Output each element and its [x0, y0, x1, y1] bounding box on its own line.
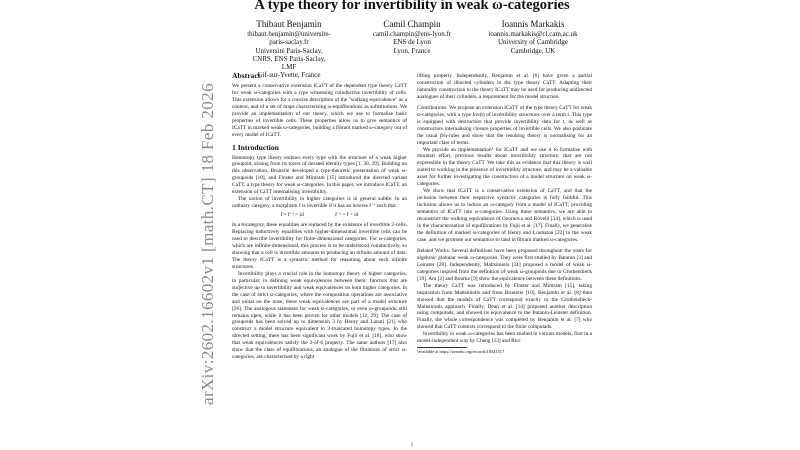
left-column	[232, 73, 407, 361]
footnote: ¹available at https://zenodo.org/records/18341517	[417, 349, 505, 355]
contributions-paragraph: Contributions. We propose an extension ICaTT of the type theory CaTT for weak ω-categories, with a type Inv(t) of invertibility structures over a term t. This type is equipped with destructors that provide invertibility data for t, as well as constructors internalising closure properties of invertible cells. We also postulate the usual β/η-rules and show that the resulting theory is normalising for an important class of terms.	[417, 104, 592, 146]
abstract-text: We present a conservative extension ICaTT of the dependent type theory CaTT for weak ω-categories with a type witnessing coinductive invertibility of cells. This extension allows for a concise description of the "walking equivalence" as a context, and of a set of maps characterising ω-equifibrations as substitutions. We provide an implementation of our theory, which we use to formalise basic properties of invertible cells. These properties allow us to give semantics of ICaTT in marked weak ω-categories, building a fibrant marked ω-category out of every model of ICaTT.	[232, 82, 407, 138]
intro-paragraph: Homotopy type theory endows every type with the structure of a weak higher groupoid, arising from its tower of iterated identity types [1, 30, 39]. Building on this observation, Brunerie developed a type-theoretic presentation of weak ω-groupoids [10], and Finster and Mimram [15] introduced the directed variant CaTT, a type theory for weak ω-categories. In this paper, we introduce ICaTT, an extension of CaTT internalising invertibility.	[232, 154, 407, 196]
author-block-3	[476, 18, 590, 55]
intro-paragraph: Invertibility plays a crucial role in the homotopy theory of higher categories, in particular, in defining weak equivalences between them: functors that are surjective up to invertibility and weak equivalences on hom higher categories. In the case of strict ω-categories, where the composition operations are associative and unital on the nose, these weak equivalences are part of a model structure [26]. The analogous statement for weak ω-categories, or even ω-groupoids, still remains open, while it has been proven for other models [12, 29]. The case of groupoids has been solved up to dimension 3 by Henry and Lanari [21] who construct a model structure equivalent to 3-truncated homotopy types. In the directed setting, there has been significant work by Fujii et al. [18], who show that weak equivalences satisfy the 2-of-6 property. The same authors [17] also show that the class of equifibrations, an analogue of the fibrations of strict ω-categories, are characterised by a right	[232, 270, 407, 361]
intro-heading: 1 Introduction	[232, 142, 279, 152]
author-location: Gif-sur-Yvette, France	[257, 71, 321, 80]
arxiv-stamp: arXiv:2602.16602v1 [math.CT] 18 Feb 2026	[198, 83, 217, 405]
right-column	[417, 73, 592, 355]
related-works-paragraph: Related Works. Several definitions have been proposed throughout the years for algebraic globular weak ω-categories. They were first studied by Batanin [3] and Leinster [28]. Independently, Maltsiniotis [31] proposed a model of weak ω-categories inspired from the definition of weak ω-groupoids due to Grothendieck [19]. Ara [2] and Bourke [9] show the equivalence between these definitions.	[417, 247, 592, 282]
body-paragraph: Invertibility in weak ω-categories has been studied in various models, first in a model-independent way by Cheng [13] and Ricc	[417, 331, 592, 345]
paper-page	[232, 0, 592, 450]
author-block-2	[356, 18, 468, 55]
body-paragraph: We show that ICaTT is a conservative extension of CaTT, and that the inclusion between their respective syntactic categories is fully faithful. This inclusion allows us to induce an ω-category from a model of ICaTT, providing semantics of ICaTT into ω-categories. Using these semantics, we are able to reconstruct the walking equivalence of Ozornova and Rovelli [34], which is used in the characterisation of equifibrations by Fujii et al. [17]. Finally, we generalise the definition of marked ω-categories of Henry and Loubaton [22] to the weak case, and we promote our semantics to land in fibrant marked ω-categories.	[417, 188, 592, 243]
author-name: Camil Champin	[383, 19, 441, 29]
author-affiliation: University of Cambridge	[498, 38, 568, 47]
footnote-rule	[417, 347, 467, 348]
equation-right: f⁻¹ ∘ f = id	[335, 212, 359, 219]
body-paragraph: We provide an implementation¹ for ICaTT and we use it to formalise with minimal effort, previous results about invertibility structure, that are not expressible in the theory CaTT. We take this as evidence that this theory is well suited to working in the presence of invertibility structure, and may be a valuable asset for further investigating the construction of a model structure on weak ω-categories.	[417, 146, 592, 188]
body-paragraph: The theory CaTT was introduced by Finster and Mimram [15], taking inspiration from Maltsiniotis and from Brunerie [10]. Benjamin et al. [8] then showed that the models of CaTT correspond exactly to the Grothendieck-Maltsiniotis approach. Finally, Dean et al. [14] proposed another description using computads, and showed its equivalence to the Batanin-Leinster definition. Finally, the whole correspondence was completed by Benjamin et al. [7] who showed that CaTT contexts correspond to the finite computads.	[417, 282, 592, 331]
inverse-equations	[232, 212, 407, 219]
page-number: 1	[410, 443, 414, 448]
author-affiliation: Université Paris-Saclay, CNRS, ENS Paris-Saclay, LMF	[252, 46, 326, 72]
author-name: Ioannis Markakis	[501, 19, 565, 29]
body-paragraph: lifting property. Independently, Benjamin et al. [6] have given a partial construction of directed cylinders in the type theory CaTT. Adapting their naturality construction to the theory ICaTT may be used for producing undirected analogues of their cylinders, a requirement for the model structure.	[417, 73, 592, 100]
author-name: Thibaut Benjamin	[256, 19, 322, 29]
author-location: Lyon, France	[393, 46, 431, 55]
intro-paragraph: In a bicategory, these equalities are replaced by the existence of invertible 2-cells. Replacing inductively equalities with higher-dimensional invertible cells can be used to describe invertibility for finite-dimensional categories. For ω-categories, which are infinite-dimensional, this process is to be understood coinductively, so showing that a cell is invertible amounts to producing an infinite amount of data. The theory ICaTT is a syntactic method for reasoning about such infinite structures.	[232, 222, 407, 270]
abstract-heading: Abstract	[232, 71, 261, 80]
author-location: Cambridge, UK	[510, 46, 556, 55]
author-affiliation: ENS de Lyon	[393, 38, 431, 47]
paper-title: A type theory for invertibility in weak ω-categories	[254, 0, 570, 13]
equation-left: f ∘ f⁻¹ = id	[280, 212, 304, 219]
author-email: thibaut.benjamin@universite-paris-saclay.fr	[247, 30, 331, 47]
intro-paragraph: The notion of invertibility in higher categories is in general subtle. In an ordinary category, a morphism f is invertible if it has an inverse f⁻¹ such that	[232, 196, 407, 210]
author-email: ioannis.markakis@cl.cam.ac.uk	[488, 30, 578, 38]
author-email: camil.champin@ens-lyon.fr	[372, 30, 452, 38]
